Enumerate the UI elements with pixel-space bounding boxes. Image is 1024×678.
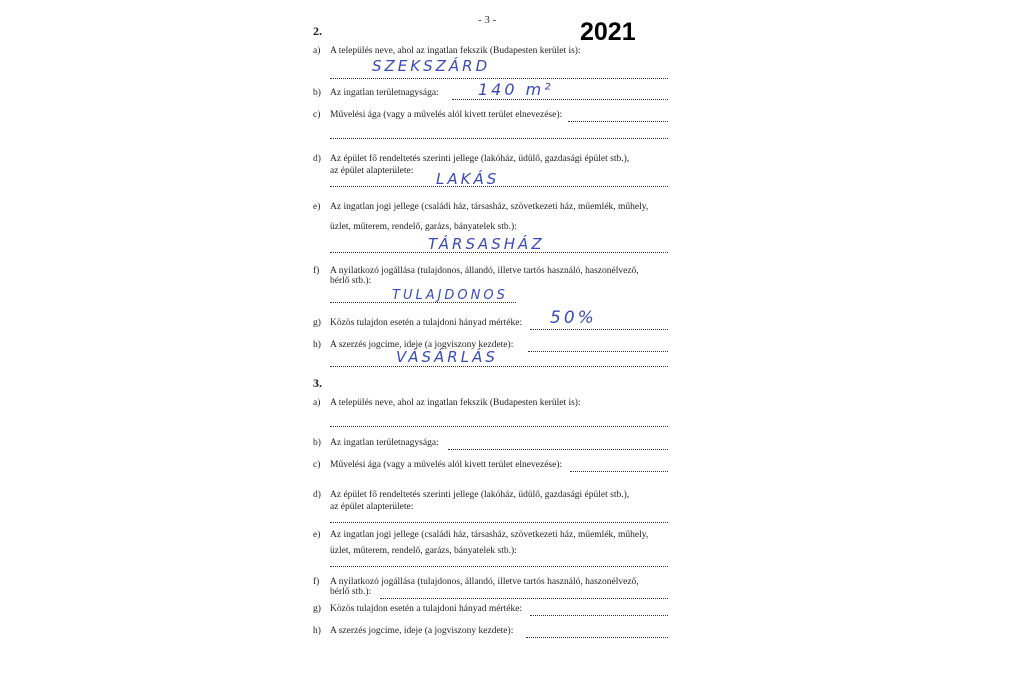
s2-b-text: Az ingatlan területnagysága: <box>330 88 439 98</box>
s2-c-text: Művelési ága (vagy a művelés alól kivett terület elnevezése): <box>330 110 563 120</box>
s2-h-fill-line-1 <box>528 351 668 352</box>
s2-a-handwritten-value: SZEKSZÁRD <box>372 57 491 75</box>
s2-g-label: g) <box>313 318 321 328</box>
s3-e-fill-line <box>330 566 668 567</box>
s2-c-fill-line-2 <box>330 138 668 139</box>
s2-c-label: c) <box>313 110 321 120</box>
s3-f-text-line2: bérlő stb.): <box>330 587 372 597</box>
s3-g-label: g) <box>313 604 321 614</box>
s2-e-text-line2: üzlet, műterem, rendelő, garázs, bányatelek stb.): <box>330 222 517 232</box>
s2-d-fill-line <box>330 186 668 187</box>
s2-e-label: e) <box>313 202 321 212</box>
s2-e-fill-line <box>330 252 668 253</box>
s2-b-handwritten-value: 140 m² <box>478 80 554 99</box>
s3-c-fill-line <box>570 471 668 472</box>
s2-d-text-line1: Az épület fő rendeltetés szerinti jellege (lakóház, üdülő, gazdasági épület stb.), <box>330 154 630 164</box>
section-2-number: 2. <box>313 24 322 38</box>
s2-b-fill-line <box>452 99 668 100</box>
s3-e-label: e) <box>313 530 321 540</box>
s2-a-label: a) <box>313 46 321 56</box>
s2-f-label: f) <box>313 266 320 276</box>
s3-d-label: d) <box>313 490 321 500</box>
s3-e-text-line1: Az ingatlan jogi jellege (családi ház, társasház, szövetkezeti ház, műemlék, műhely, <box>330 530 649 540</box>
s3-f-fill-line <box>380 598 668 599</box>
s2-g-text: Közös tulajdon esetén a tulajdoni hányad mértéke: <box>330 318 523 328</box>
s3-g-fill-line <box>530 615 668 616</box>
s3-b-fill-line <box>448 449 668 450</box>
section-3-number: 3. <box>313 376 322 390</box>
s2-d-text-line2: az épület alapterülete: <box>330 166 414 176</box>
s2-e-text-line1: Az ingatlan jogi jellege (családi ház, társasház, szövetkezeti ház, műemlék, műhely, <box>330 202 649 212</box>
s2-g-fill-line <box>530 329 668 330</box>
year-label: 2021 <box>580 18 636 46</box>
s3-h-fill-line <box>526 637 668 638</box>
s2-f-text-line2: bérlő stb.): <box>330 276 372 286</box>
s2-f-text-line1: A nyilatkozó jogállása (tulajdonos, állandó, illetve tartós használó, haszonélvező, <box>330 266 639 276</box>
s2-e-handwritten-value: TÁRSASHÁZ <box>428 235 545 253</box>
page-number: - 3 - <box>478 14 497 26</box>
s2-a-fill-line <box>330 78 668 79</box>
s2-h-handwritten-value: VÁSÁRLÁS <box>396 348 498 366</box>
s2-h-label: h) <box>313 340 321 350</box>
s2-b-label: b) <box>313 88 321 98</box>
s2-d-handwritten-value: LAKÁS <box>436 170 500 188</box>
s2-g-handwritten-value: 50% <box>550 308 597 328</box>
s2-f-fill-line <box>330 302 516 303</box>
s3-d-text-line1: Az épület fő rendeltetés szerinti jellege (lakóház, üdülő, gazdasági épület stb.), <box>330 490 630 500</box>
s3-f-label: f) <box>313 577 320 587</box>
s3-a-text: A település neve, ahol az ingatlan fekszik (Budapesten kerület is): <box>330 398 581 408</box>
s3-h-text: A szerzés jogcíme, ideje (a jogviszony kezdete): <box>330 626 514 636</box>
s3-c-label: c) <box>313 460 321 470</box>
s2-h-fill-line-2 <box>330 366 668 367</box>
s3-b-text: Az ingatlan területnagysága: <box>330 438 439 448</box>
s3-g-text: Közös tulajdon esetén a tulajdoni hányad mértéke: <box>330 604 523 614</box>
s3-a-fill-line <box>330 426 668 427</box>
s3-c-text: Művelési ága (vagy a művelés alól kivett terület elnevezése): <box>330 460 563 470</box>
s3-a-label: a) <box>313 398 321 408</box>
s3-d-text-line2: az épület alapterülete: <box>330 502 414 512</box>
s3-h-label: h) <box>313 626 321 636</box>
s3-b-label: b) <box>313 438 321 448</box>
s2-a-text: A település neve, ahol az ingatlan fekszik (Budapesten kerület is): <box>330 46 581 56</box>
s3-e-text-line2: üzlet, műterem, rendelő, garázs, bányatelek stb.): <box>330 546 517 556</box>
s3-f-text-line1: A nyilatkozó jogállása (tulajdonos, állandó, illetve tartós használó, haszonélvező, <box>330 577 639 587</box>
s2-c-fill-line-1 <box>568 121 668 122</box>
s2-f-handwritten-value: TULAJDONOS <box>392 288 508 303</box>
s2-d-label: d) <box>313 154 321 164</box>
s3-d-fill-line <box>330 522 668 523</box>
s2-h-text: A szerzés jogcíme, ideje (a jogviszony kezdete): <box>330 340 514 350</box>
